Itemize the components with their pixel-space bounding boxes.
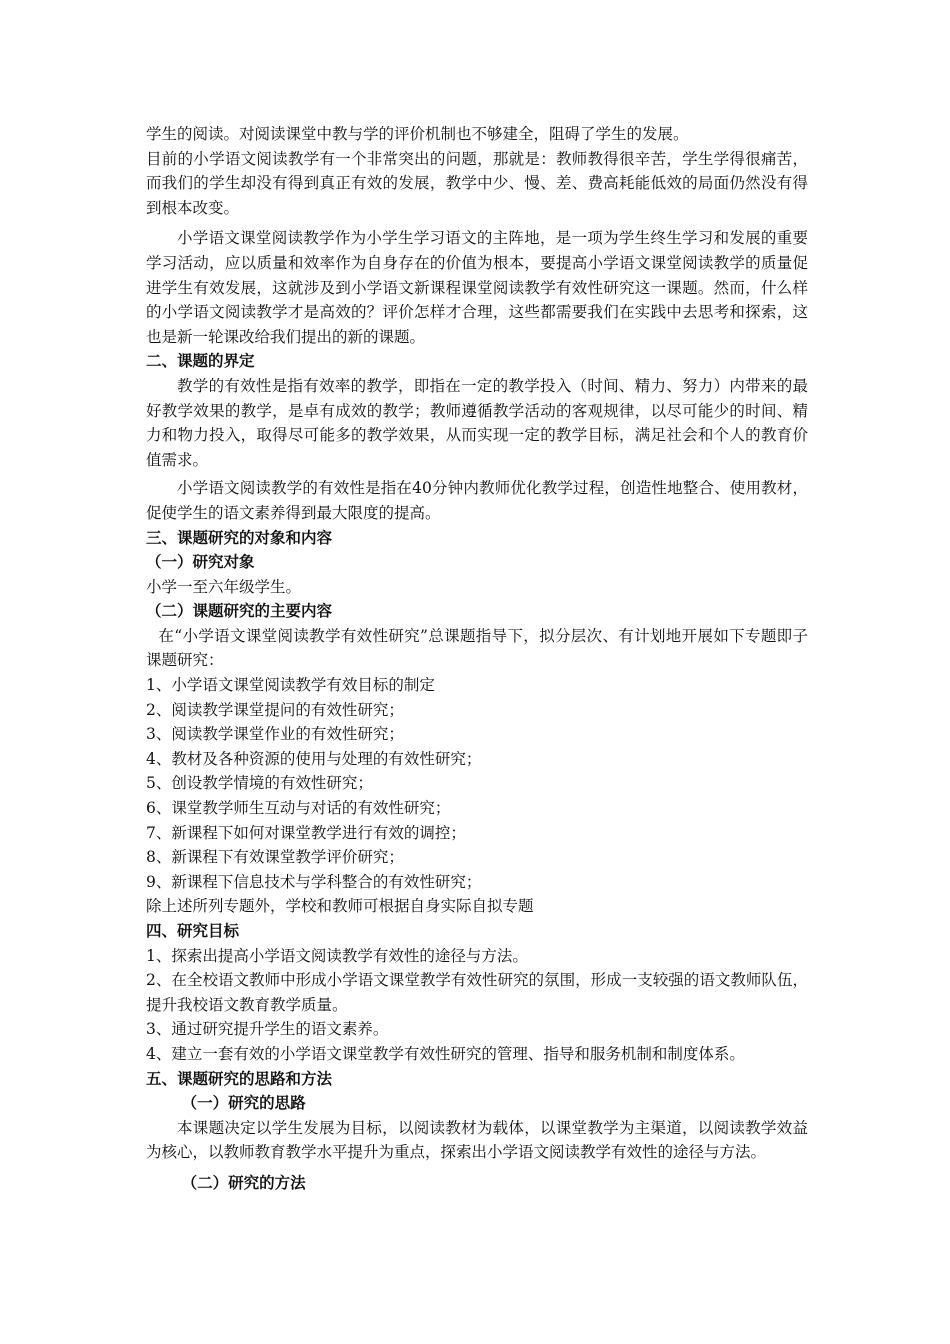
paragraph: 目前的小学语文阅读教学有一个非常突出的问题，那就是：教师教得很辛苦，学生学得很痛苦，而我们的学生却没有得到真正有效的发展，教学中少、慢、差、费高耗能低效的局面仍然没有得到根本改变。 [146, 149, 808, 217]
paragraph: 小学一至六年级学生。 [146, 577, 302, 596]
paragraph: 小学语文阅读教学的有效性是指在40分钟内教师优化教学过程，创造性地整合、使用教材，促使学生的语文素养得到最大限度的提高。 [146, 479, 808, 522]
list-item: 4、教材及各种资源的使用与处理的有效性研究； [146, 749, 482, 768]
section-heading-2: 二、课题的界定 [146, 351, 255, 371]
paragraph: 学生的阅读。对阅读课堂中教与学的评价机制也不够建全，阻碍了学生的发展。 [146, 125, 689, 143]
subsection-heading: （一）研究对象 [146, 552, 255, 572]
list-item: 1、小学语文课堂阅读教学有效目标的制定 [146, 676, 435, 695]
list-item: 8、新课程下有效课堂教学评价研究； [146, 848, 404, 867]
list-item: 9、新课程下信息技术与学科整合的有效性研究； [146, 872, 482, 891]
paragraph: 在“小学语文课堂阅读教学有效性研究”总课题指导下，拟分层次、有计划地开展如下专题即子课题研究： [146, 626, 808, 670]
section-heading-3: 三、课题研究的对象和内容 [146, 527, 333, 547]
list-item: 5、创设教学情境的有效性研究； [146, 774, 373, 793]
list-item: 1、探索出提高小学语文阅读教学有效性的途径与方法。 [146, 946, 528, 965]
subsection-heading: （二）研究的方法 [181, 1172, 306, 1192]
paragraph: 小学语文课堂阅读教学作为小学生学习语文的主阵地，是一项为学生终生学习和发展的重要学习活动，应以质量和效率作为自身存在的价值为根本，要提高小学语文课堂阅读教学的质量促进学生有效发展，这就涉及到小学语文新课程课堂阅读教学有效性研究这一课题。然而，什么样的小学语文阅读教学才是高效的？评价怎样才合理，这些都需要我们在实践中去思考和探索，这也是新一轮课改给我们提出的新的课题。 [146, 229, 808, 346]
list-item: 3、通过研究提升学生的语文素养。 [146, 1020, 389, 1039]
paragraph: 教学的有效性是指有效率的教学，即指在一定的教学投入（时间、精力、努力）内带来的最好教学效果的教学，是卓有成效的教学；教师遵循教学活动的客观规律，以尽可能少的时间、精力和物力投入，取得尽可能多的教学效果，从而实现一定的教学目标，满足社会和个人的教育价值需求。 [146, 376, 808, 469]
list-item: 4、建立一套有效的小学语文课堂教学有效性研究的管理、指导和服务机制和制度体系。 [146, 1044, 745, 1063]
list-item: 2、阅读教学课堂提问的有效性研究； [146, 700, 404, 719]
paragraph: 本课题决定以学生发展为目标，以阅读教材为载体，以课堂教学为主渠道，以阅读教学效益为核心，以教师教育教学水平提升为重点，探索出小学语文阅读教学有效性的途径与方法。 [146, 1118, 808, 1162]
list-item: 7、新课程下如何对课堂教学进行有效的调控； [146, 823, 466, 842]
section-heading-5: 五、课题研究的思路和方法 [146, 1068, 333, 1088]
section-heading-4: 四、研究目标 [146, 921, 240, 940]
paragraph: 除上述所列专题外，学校和教师可根据自身实际自拟专题 [146, 897, 534, 916]
list-item: 6、课堂教学师生互动与对话的有效性研究； [146, 799, 451, 818]
list-item: 2、在全校语文教师中形成小学语文课堂教学有效性研究的氛围，形成一支较强的语文教师队伍，提升我校语文教育教学质量。 [146, 971, 808, 1014]
list-item: 3、阅读教学课堂作业的有效性研究； [146, 725, 404, 744]
subsection-heading: （二）课题研究的主要内容 [146, 601, 333, 621]
subsection-heading: （一）研究的思路 [181, 1093, 306, 1113]
